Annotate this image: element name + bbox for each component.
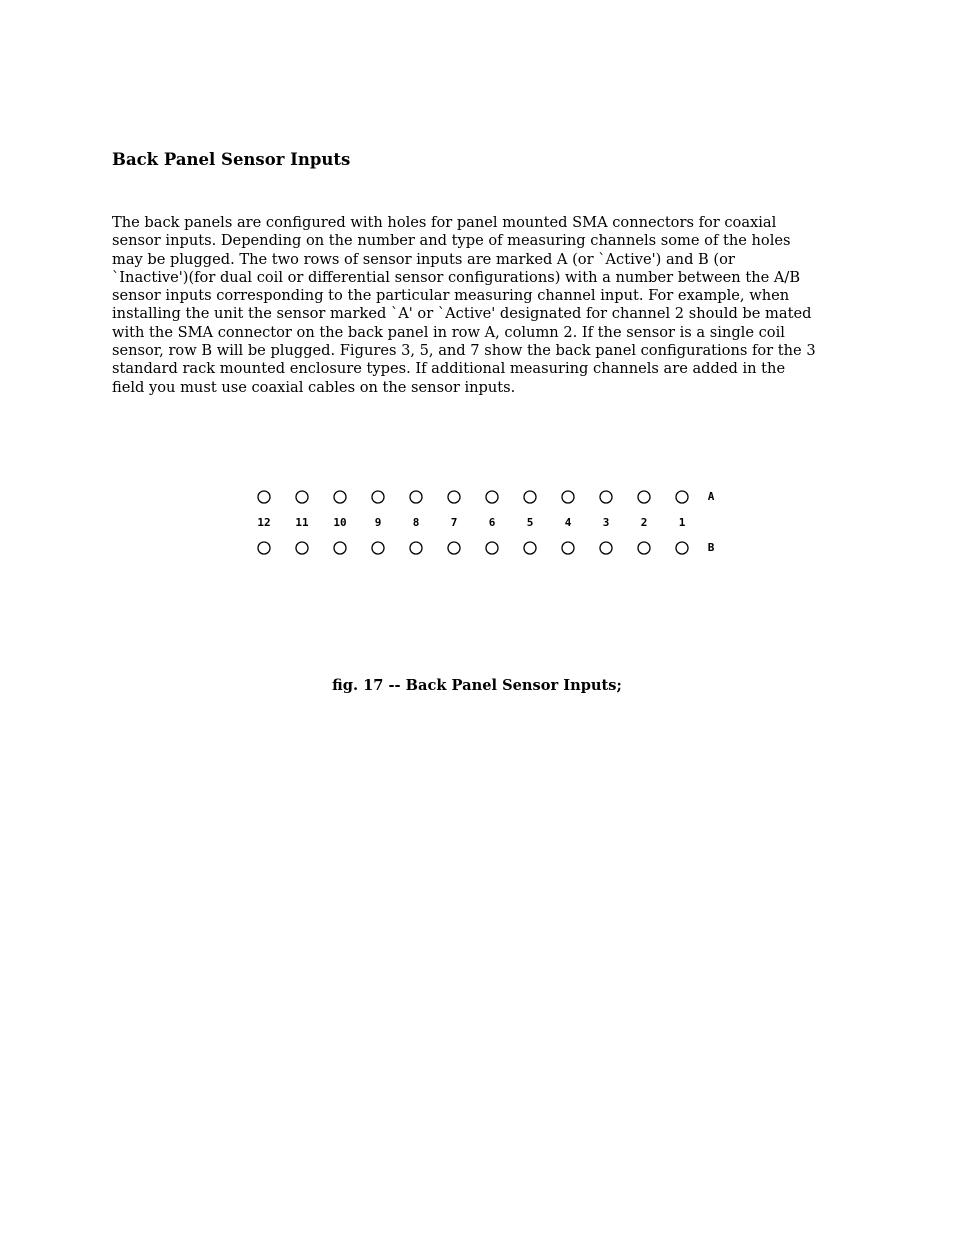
sensor-hole-a-4 (562, 491, 574, 503)
sensor-panel-svg (250, 484, 730, 560)
paragraph-line: with the SMA connector on the back panel in row A, column 2. If the sensor is a single coil (112, 323, 785, 341)
row-a-label: A (707, 490, 715, 503)
paragraph-line: sensor, row B will be plugged. Figures 3, 5, and 7 show the back panel configurations for the 3 (112, 342, 816, 360)
channel-number-5: 5 (526, 516, 534, 529)
channel-number-10: 10 (333, 516, 347, 529)
paragraph-line: `Inactive')(for dual coil or differential sensor configurations) with a number between the A/B (112, 268, 801, 286)
paragraph-line: standard rack mounted enclosure types. If additional measuring channels are added in the (112, 360, 786, 378)
sensor-hole-a-12 (258, 491, 270, 503)
paragraph-line: sensor inputs corresponding to the particular measuring channel input. For example, when (112, 287, 790, 305)
channel-number-7: 7 (450, 516, 458, 529)
section-title: Back Panel Sensor Inputs (112, 150, 351, 169)
sensor-hole-a-7 (448, 491, 460, 503)
sensor-hole-b-1 (676, 542, 688, 554)
channel-number-2: 2 (640, 516, 648, 529)
sensor-hole-a-8 (410, 491, 422, 503)
paragraph-line: may be plugged. The two rows of sensor inputs are marked A (or `Active') and B (or (112, 250, 735, 268)
channel-number-6: 6 (488, 516, 496, 529)
sensor-hole-b-8 (410, 542, 422, 554)
channel-number-4: 4 (564, 516, 572, 529)
sensor-hole-b-5 (524, 542, 536, 554)
sensor-hole-b-7 (448, 542, 460, 554)
sensor-hole-a-9 (372, 491, 384, 503)
channel-number-3: 3 (602, 516, 610, 529)
paragraph-line: The back panels are configured with holes for panel mounted SMA connectors for coaxial (112, 214, 777, 231)
channel-number-12: 12 (257, 516, 271, 529)
channel-number-1: 1 (678, 516, 686, 529)
sensor-hole-a-10 (334, 491, 346, 503)
sensor-hole-b-3 (600, 542, 612, 554)
sensor-hole-a-1 (676, 491, 688, 503)
channel-number-8: 8 (412, 516, 420, 529)
sensor-hole-b-10 (334, 542, 346, 554)
sensor-hole-a-2 (638, 491, 650, 503)
sensor-hole-a-11 (296, 491, 308, 503)
sensor-hole-a-3 (600, 491, 612, 503)
sensor-panel-diagram (250, 484, 730, 560)
paragraph-line: installing the unit the sensor marked `A' or `Active' designated for channel 2 should be mated (112, 305, 812, 323)
figure-caption: fig. 17 -- Back Panel Sensor Inputs; (332, 677, 622, 694)
sensor-hole-b-6 (486, 542, 498, 554)
sensor-hole-a-5 (524, 491, 536, 503)
sensor-hole-b-12 (258, 542, 270, 554)
channel-number-9: 9 (374, 516, 382, 529)
paragraph-line: field you must use coaxial cables on the sensor inputs. (112, 378, 516, 396)
sensor-hole-a-6 (486, 491, 498, 503)
sensor-hole-b-9 (372, 542, 384, 554)
channel-number-11: 11 (295, 516, 309, 529)
row-b-label: B (707, 541, 715, 554)
paragraph-line: sensor inputs. Depending on the number and type of measuring channels some of the holes (112, 232, 791, 250)
sensor-hole-b-11 (296, 542, 308, 554)
body-paragraph (112, 214, 852, 397)
sensor-hole-b-4 (562, 542, 574, 554)
sensor-hole-b-2 (638, 542, 650, 554)
